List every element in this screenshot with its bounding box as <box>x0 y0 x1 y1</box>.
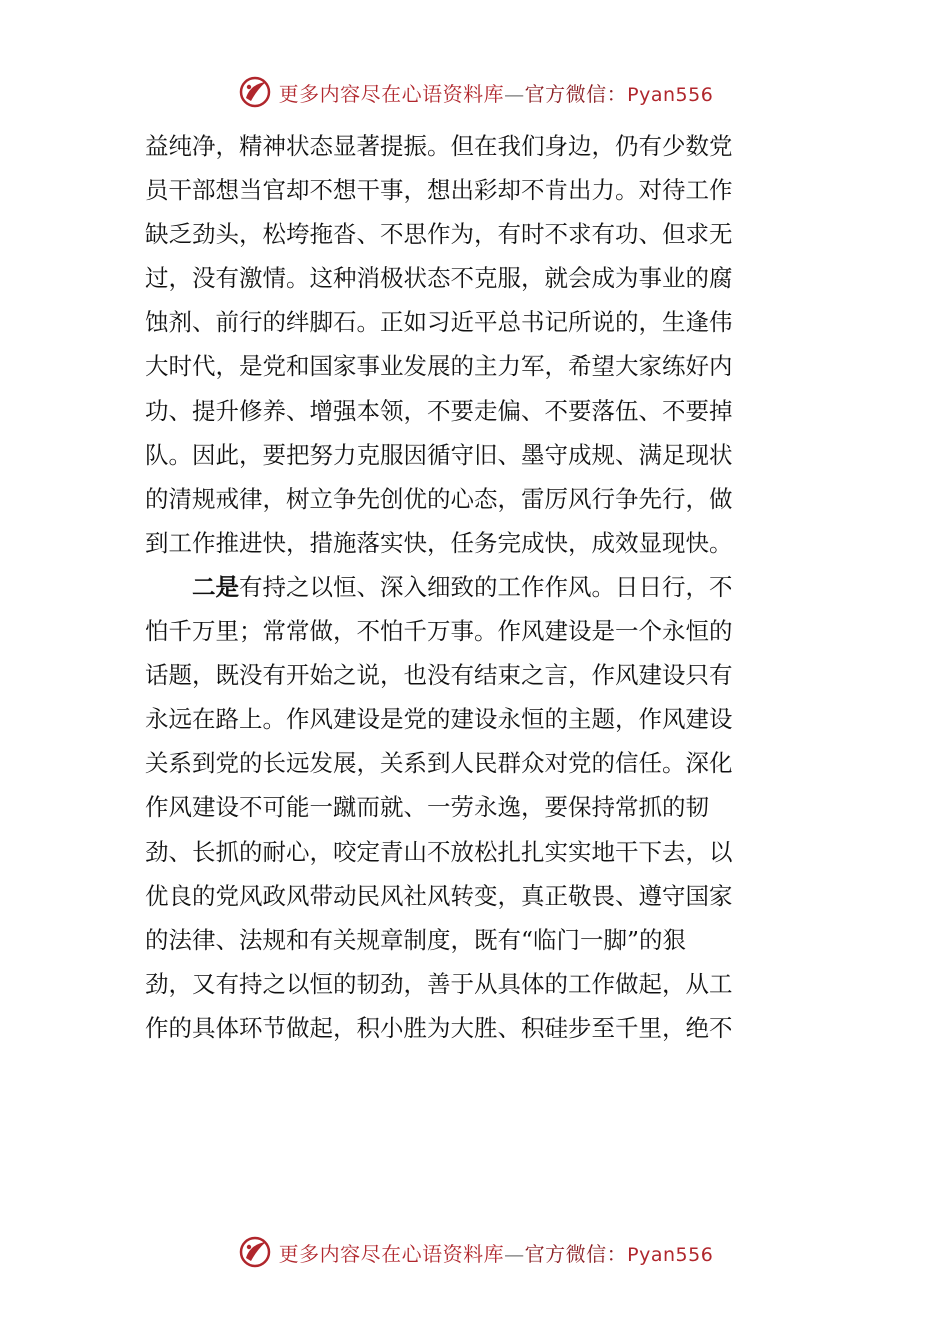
body-line: 作风建设不可能一蹴而就、一劳永逸，要保持常抓的韧 <box>145 793 709 822</box>
body-line: 缺乏劲头，松垮拖沓、不思作为，有时不求有功、但求无 <box>145 220 733 249</box>
footer-wechat-label: 官方微信： <box>524 1241 628 1266</box>
body-line: 员干部想当官却不想干事，想出彩却不肯出力。对待工作 <box>145 176 733 205</box>
body-line: 怕千万里；常常做，不怕千万事。作风建设是一个永恒的 <box>145 617 733 646</box>
body-line: 永远在路上。作风建设是党的建设永恒的主题，作风建设 <box>145 705 733 734</box>
header-separator: — <box>504 81 525 106</box>
body-line: 蚀剂、前行的绊脚石。正如习近平总书记所说的，生逢伟 <box>145 308 733 337</box>
footer-wechat-id: Pyan556 <box>627 1243 714 1266</box>
body-line: 作的具体环节做起，积小胜为大胜、积硅步至千里，绝不 <box>145 1013 733 1042</box>
footer-banner <box>0 1230 950 1274</box>
body-line: 益纯净，精神状态显著提振。但在我们身边，仍有少数党 <box>145 132 733 160</box>
body-line: 关系到党的长远发展，关系到人民群众对党的信任。深化 <box>145 749 733 778</box>
paragraph-2-first-text: 有持之以恒、深入细致的工作作风。日日行，不 <box>239 572 733 601</box>
document-body <box>145 124 785 1050</box>
body-line: 优良的党风政风带动民风社风转变，真正敬畏、遵守国家 <box>145 881 733 910</box>
footer-site-name: 更多内容尽在心语资料库 <box>278 1241 505 1266</box>
brand-logo-icon <box>237 74 273 110</box>
body-line: 的清规戒律，树立争先创优的心态，雷厉风行争先行，做 <box>145 484 733 513</box>
footer-banner-text <box>279 1238 714 1267</box>
body-line: 的法律、法规和有关规章制度，既有“临门一脚”的狠 <box>145 925 687 954</box>
body-line: 过，没有激情。这种消极状态不克服，就会成为事业的腐 <box>145 264 733 293</box>
body-line: 到工作推进快，措施落实快，任务完成快，成效显现快。 <box>145 528 733 557</box>
header-wechat-id: Pyan556 <box>627 83 714 106</box>
paragraph-2-first-line <box>145 565 785 609</box>
paragraph-2-lead: 二是 <box>192 572 239 601</box>
body-line: 话题，既没有开始之说，也没有结束之言，作风建设只有 <box>145 661 733 690</box>
body-line: 劲，又有持之以恒的韧劲，善于从具体的工作做起，从工 <box>145 969 733 998</box>
brand-logo-icon <box>237 1234 273 1270</box>
header-banner <box>0 70 950 114</box>
body-line: 队。因此，要把努力克服因循守旧、墨守成规、满足现状 <box>145 440 733 469</box>
header-wechat-label: 官方微信： <box>524 81 628 106</box>
header-site-name: 更多内容尽在心语资料库 <box>278 81 505 106</box>
header-banner-text <box>279 78 714 107</box>
footer-separator: — <box>504 1241 525 1266</box>
body-line: 功、提升修养、增强本领，不要走偏、不要落伍、不要掉 <box>145 396 733 425</box>
body-line: 大时代，是党和国家事业发展的主力军，希望大家练好内 <box>145 352 733 381</box>
body-line: 劲、长抓的耐心，咬定青山不放松扎扎实实地干下去，以 <box>145 837 733 866</box>
